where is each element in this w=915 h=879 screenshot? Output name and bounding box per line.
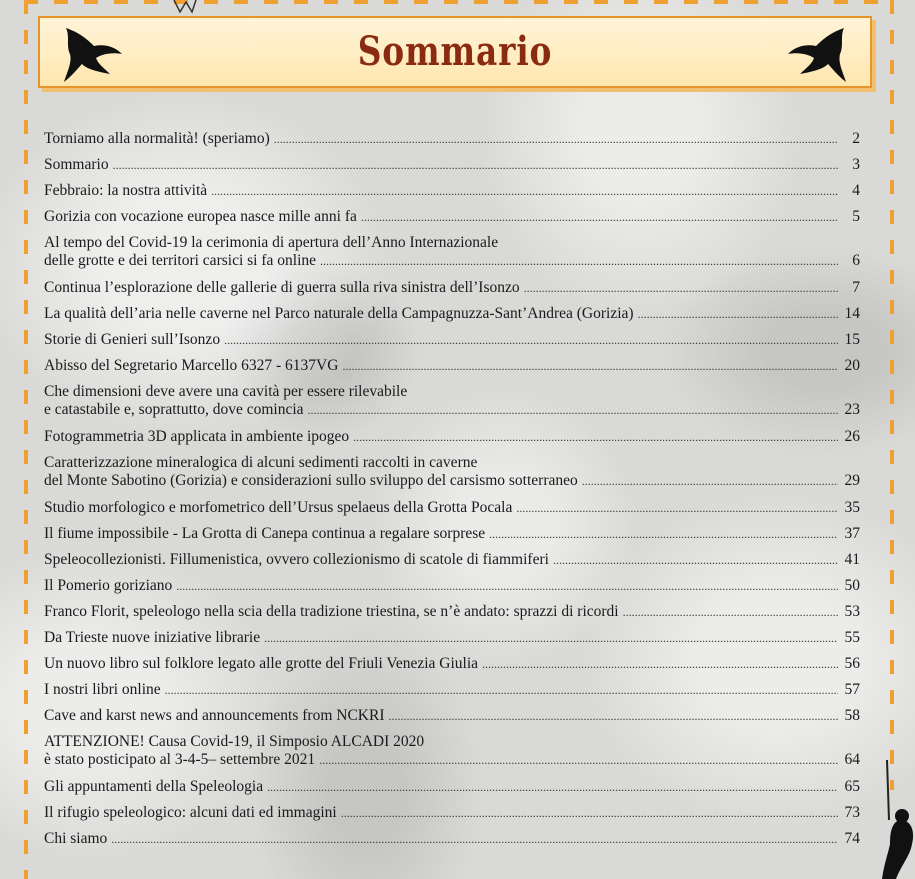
dot-leader xyxy=(308,401,838,419)
toc-page-number: 41 xyxy=(844,551,860,568)
dot-leader xyxy=(267,778,838,796)
toc-entry-title: Il rifugio speleologico: alcuni dati ed immagini xyxy=(44,804,337,821)
toc-page-number: 29 xyxy=(844,472,860,489)
toc-entry-title: Cave and karst news and announcements from NCKRI xyxy=(44,707,385,724)
toc-entry[interactable] xyxy=(44,681,860,707)
toc-entry[interactable] xyxy=(44,182,860,208)
toc-entry-title-line: Caratterizzazione mineralogica di alcuni sedimenti raccolti in caverne xyxy=(44,454,478,471)
dot-leader xyxy=(582,472,838,490)
toc-entry[interactable] xyxy=(44,804,860,830)
dot-leader xyxy=(489,525,838,543)
bat-icon xyxy=(786,24,858,84)
dot-leader xyxy=(176,577,838,595)
toc-entry-title-line: Al tempo del Covid-19 la cerimonia di apertura dell’Anno Internazionale xyxy=(44,234,499,251)
toc-page-number: 50 xyxy=(844,577,860,594)
toc-entry[interactable] xyxy=(44,525,860,551)
dot-leader xyxy=(224,331,838,349)
toc-entry[interactable] xyxy=(44,655,860,681)
toc-entry-title: Da Trieste nuove iniziative librarie xyxy=(44,629,261,646)
toc-entry-title: e catastabile e, soprattutto, dove comincia xyxy=(44,401,304,418)
toc-entry-title: I nostri libri online xyxy=(44,681,161,698)
dot-leader xyxy=(341,804,838,822)
toc-page-number: 6 xyxy=(852,252,860,269)
toc-page-number: 15 xyxy=(844,331,860,348)
toc-page-number: 73 xyxy=(844,804,860,821)
toc-entry[interactable] xyxy=(44,279,860,305)
bat-icon xyxy=(52,24,124,84)
toc-entry[interactable] xyxy=(44,603,860,629)
toc-entry-title: del Monte Sabotino (Gorizia) e considerazioni sullo sviluppo del carsismo sotterraneo xyxy=(44,472,578,489)
toc-entry[interactable] xyxy=(44,428,860,454)
toc-entry-title: Franco Florit, speleologo nella scia della tradizione triestina, se n’è andato: sprazzi di ricordi xyxy=(44,603,619,620)
toc-entry-title: Storie di Genieri sull’Isonzo xyxy=(44,331,221,348)
toc-page-number: 4 xyxy=(852,182,860,199)
toc-entry[interactable] xyxy=(44,499,860,525)
decorative-border-top xyxy=(24,0,894,4)
toc-page-number: 23 xyxy=(844,401,860,418)
toc-entry[interactable] xyxy=(44,707,860,733)
dot-leader xyxy=(516,499,838,517)
title-banner xyxy=(38,16,872,88)
toc-entry-title: La qualità dell’aria nelle caverne nel Parco naturale della Campagnuzza-Sant’Andrea (Gorizia) xyxy=(44,305,634,322)
dot-leader xyxy=(524,279,838,297)
dot-leader xyxy=(111,830,838,848)
toc-entry[interactable] xyxy=(44,454,860,499)
toc-entry[interactable] xyxy=(44,130,860,156)
toc-entry-title: Il Pomerio goriziano xyxy=(44,577,173,594)
toc-entry[interactable] xyxy=(44,577,860,603)
toc-page-number: 5 xyxy=(852,208,860,225)
toc-entry[interactable] xyxy=(44,830,860,856)
toc-entry-title: è stato posticipato al 3-4-5– settembre 2021 xyxy=(44,751,316,768)
toc-entry[interactable] xyxy=(44,551,860,577)
toc-entry-title: Torniamo alla normalità! (speriamo) xyxy=(44,130,270,147)
toc-entry-title: delle grotte e dei territori carsici si fa online xyxy=(44,252,316,269)
toc-page-number: 14 xyxy=(844,305,860,322)
toc-entry[interactable] xyxy=(44,733,860,778)
toc-entry[interactable] xyxy=(44,305,860,331)
dot-leader xyxy=(342,357,838,375)
toc-entry[interactable] xyxy=(44,331,860,357)
toc-page-number: 58 xyxy=(844,707,860,724)
toc-entry[interactable] xyxy=(44,383,860,428)
toc-page-number: 35 xyxy=(844,499,860,516)
toc-page-number: 74 xyxy=(844,830,860,847)
toc-page-number: 65 xyxy=(844,778,860,795)
toc-page-number: 57 xyxy=(844,681,860,698)
dot-leader xyxy=(389,707,839,725)
toc-entry-title: Il fiume impossibile - La Grotta di Canepa continua a regalare sorprese xyxy=(44,525,486,542)
toc-entry[interactable] xyxy=(44,156,860,182)
toc-page-number: 53 xyxy=(844,603,860,620)
toc-entry-title: Febbraio: la nostra attività xyxy=(44,182,208,199)
caver-silhouette-icon xyxy=(872,760,915,879)
toc-entry-title: Abisso del Segretario Marcello 6327 - 6137VG xyxy=(44,357,339,374)
toc-entry-title-line: Che dimensioni deve avere una cavità per essere rilevabile xyxy=(44,383,408,400)
top-decoration-icon xyxy=(172,0,198,14)
toc-entry[interactable] xyxy=(44,629,860,655)
dot-leader xyxy=(553,551,838,569)
toc-page-number: 20 xyxy=(844,357,860,374)
toc-page-number: 26 xyxy=(844,428,860,445)
toc-entry-title: Gorizia con vocazione europea nasce mille anni fa xyxy=(44,208,357,225)
toc-page-number: 3 xyxy=(852,156,860,173)
dot-leader xyxy=(353,428,838,446)
toc-entry-title-line: ATTENZIONE! Causa Covid-19, il Simposio ALCADI 2020 xyxy=(44,733,425,750)
dot-leader xyxy=(320,252,838,270)
toc-entry-title: Continua l’esplorazione delle gallerie di guerra sulla riva sinistra dell’Isonzo xyxy=(44,279,520,296)
dot-leader xyxy=(482,655,838,673)
dot-leader xyxy=(274,130,838,148)
toc-page-number: 56 xyxy=(844,655,860,672)
dot-leader xyxy=(638,305,838,323)
toc-page-number: 37 xyxy=(844,525,860,542)
toc-entry-title: Un nuovo libro sul folklore legato alle grotte del Friuli Venezia Giulia xyxy=(44,655,479,672)
dot-leader xyxy=(264,629,838,647)
dot-leader xyxy=(623,603,838,621)
toc-page-number: 55 xyxy=(844,629,860,646)
decorative-border-right xyxy=(890,0,894,790)
toc-entry[interactable] xyxy=(44,357,860,383)
decorative-border-left xyxy=(24,0,28,879)
dot-leader xyxy=(211,182,838,200)
page-title: Sommario xyxy=(357,28,553,75)
toc-entry[interactable] xyxy=(44,234,860,279)
toc-page-number: 7 xyxy=(852,279,860,296)
dot-leader xyxy=(165,681,838,699)
toc-entry-title: Gli appuntamenti della Speleologia xyxy=(44,778,264,795)
toc-entry-title: Studio morfologico e morfometrico dell’Ursus spelaeus della Grotta Pocala xyxy=(44,499,513,516)
toc-page-number: 64 xyxy=(844,751,860,768)
toc-entry-title: Speleocollezionisti. Fillumenistica, ovvero collezionismo di scatole di fiammiferi xyxy=(44,551,549,568)
dot-leader xyxy=(319,751,838,769)
dot-leader xyxy=(113,156,838,174)
dot-leader xyxy=(361,208,838,226)
table-of-contents xyxy=(44,130,860,856)
toc-entry-title: Chi siamo xyxy=(44,830,108,847)
toc-page-number: 2 xyxy=(852,130,860,147)
toc-entry[interactable] xyxy=(44,778,860,804)
toc-entry-title: Fotogrammetria 3D applicata in ambiente ipogeo xyxy=(44,428,350,445)
toc-entry-title: Sommario xyxy=(44,156,109,173)
toc-entry[interactable] xyxy=(44,208,860,234)
